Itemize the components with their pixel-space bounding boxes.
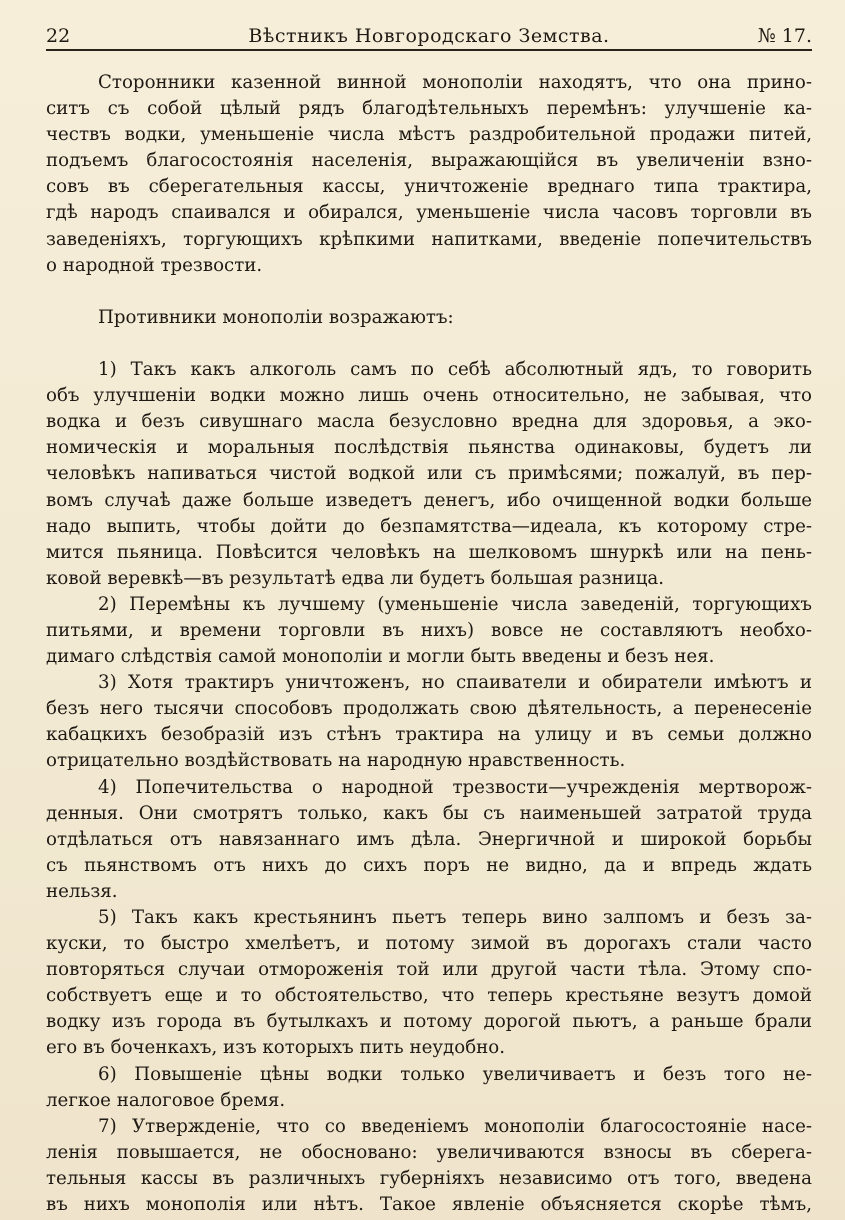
page-number: 22 (46, 25, 71, 47)
text-line: тельныя кассы въ различныхъ губерніяхъ независимо отъ того, введена (46, 1167, 812, 1189)
text-line: гдѣ народъ спаивался и обирался, уменьшеніе числа часовъ торговли въ (46, 202, 812, 224)
text-line: водку изъ города въ бутылкахъ и потому дорогой пьютъ, а раньше брали (46, 1011, 812, 1033)
paragraph (46, 775, 812, 905)
text-line: 2) Перемѣны къ лучшему (уменьшеніе числа заведеній, торгующихъ (98, 593, 812, 615)
running-header (46, 20, 812, 52)
text-line: заведеніяхъ, торгующихъ крѣпкими напитками, введеніе попечительствъ (46, 228, 812, 250)
text-line: кабацкихъ безобразій изъ стѣнъ трактира на улицу и въ семьи должно (46, 724, 812, 746)
text-line: 5) Такъ какъ крестьянинъ пьетъ теперь вино залпомъ и безъ за- (98, 907, 812, 928)
paragraph (46, 905, 812, 1062)
text-line: чествъ водки, уменьшеніе числа мѣстъ раздробительной продажи питей, (46, 124, 812, 146)
text-line: безъ него тысячи способовъ продолжать свою дѣятельность, а перенесеніе (46, 698, 812, 720)
text-line: денныя. Они смотрятъ только, какъ бы съ наименьшей затратой труда (46, 802, 812, 824)
text-line: легкое налоговое бремя. (46, 1089, 286, 1111)
text-line: надо выпить, чтобы дойти до безпамятства—идеала, къ которому стре- (46, 515, 812, 537)
text-line: его въ боченкахъ, изъ которыхъ пить неудобно. (46, 1037, 506, 1059)
paragraph (46, 670, 812, 774)
text-line: ковой веревкѣ—въ результатѣ едва ли будетъ большая разница. (46, 567, 665, 589)
article-body (46, 70, 812, 1218)
text-line: повторяться случаи отмороженія той или другой части тѣла. Этому спо- (46, 959, 812, 981)
journal-title: Вѣстникъ Новгородскаго Земства. (248, 25, 610, 47)
text-line: ситъ съ собой цѣлый рядъ благодѣтельныхъ перемѣнъ: улучшеніе ка- (46, 98, 812, 120)
text-line: объ улучшеніи водки можно лишь очень относительно, не забывая, что (46, 385, 812, 407)
text-line: куски, то быстро хмелѣетъ, и потому зимой въ дорогахъ стали часто (46, 933, 812, 955)
paragraph (46, 592, 812, 670)
text-line: 4) Попечительства о народной трезвости—учрежденія мертворож- (98, 776, 812, 798)
text-line: вомъ случаѣ даже больше изведетъ денегъ, ибо очищенной водки больше (46, 489, 812, 511)
text-line: отрицательно воздѣйствовать на народную нравственность. (46, 750, 626, 772)
text-line: въ нихъ монополія или нѣтъ. Такое явленіе объясняется скорѣе тѣмъ, (46, 1194, 812, 1216)
text-line: собствуетъ еще и то обстоятельство, что теперь крестьяне везутъ домой (46, 985, 812, 1007)
text-line: мится пьяница. Повѣсится человѣкъ на шелковомъ шнуркѣ или на пень- (46, 541, 812, 563)
text-line: 6) Повышеніе цѣны водки только увеличиваетъ и безъ того не- (98, 1063, 812, 1085)
text-line: человѣкъ напиваться чистой водкой или съ примѣсями; пожалуй, въ пер- (46, 463, 812, 485)
text-line: ленія повышается, не обосновано: увеличиваются взносы въ сберега- (46, 1141, 812, 1163)
text-line: нельзя. (46, 880, 118, 902)
text-line: о народной трезвости. (46, 254, 263, 276)
text-line: водка и безъ сивушнаго масла безусловно вредна для здоровья, а эко- (46, 411, 812, 433)
paragraph (46, 305, 812, 331)
text-line: номическія и моральныя послѣдствія пьянства одинаковы, будетъ ли (46, 437, 812, 459)
text-line: 3) Хотя трактиръ уничтоженъ, но спаиватели и обиратели имѣютъ и (98, 672, 812, 694)
paragraph (46, 1062, 812, 1114)
text-line: подъемъ благосостоянія населенія, выражающійся въ увеличеніи взно- (46, 150, 812, 172)
paragraph-gap (46, 279, 812, 305)
text-line: отдѣлаться отъ навязаннаго имъ дѣла. Энергичной и широкой борьбы (46, 828, 812, 850)
paragraph (46, 1114, 812, 1218)
text-line: питьями, и времени торговли въ нихъ) вовсе не составляютъ необхо- (46, 619, 812, 641)
text-line: димаго слѣдствія самой монополіи и могли быть введены и безъ нея. (46, 646, 715, 668)
paragraph-gap (46, 331, 812, 357)
text-line: совъ въ сберегательныя кассы, уничтоженіе вреднаго типа трактира, (46, 176, 812, 198)
text-line: 1) Такъ какъ алкоголь самъ по себѣ абсолютный ядъ, то говорить (98, 359, 812, 381)
header-rule (46, 49, 812, 51)
text-line: Сторонники казенной винной монополіи находятъ, что она прино- (98, 72, 812, 93)
paragraph (46, 357, 812, 592)
issue-number: № 17. (757, 25, 812, 47)
paragraph (46, 70, 812, 279)
text-line: Противники монополіи возражаютъ: (98, 306, 454, 328)
text-line: 7) Утвержденіе, что со введеніемъ монополіи благосостояніе насе- (98, 1115, 812, 1137)
text-line: съ пьянствомъ отъ нихъ до сихъ поръ не видно, да и впредь ждать (46, 854, 812, 876)
